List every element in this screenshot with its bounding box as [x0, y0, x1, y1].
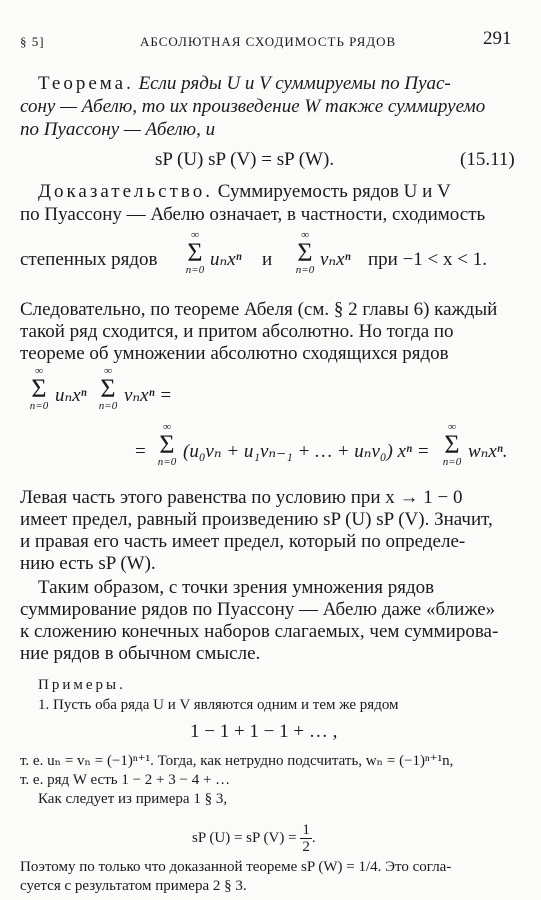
body3-line-4: ние рядов в обычном смысле.: [20, 643, 261, 664]
theorem-label: Теорема.: [38, 73, 134, 94]
proof-line-2: по Пуассону — Абелю означает, в частности, сходимость: [20, 204, 486, 225]
final-line-2: суется с результатом примера 2 § 3.: [20, 878, 247, 894]
body3-line-3: к сложению конечных наборов слагаемых, чем суммирова-: [20, 621, 499, 642]
body3-line-2: суммирование рядов по Пуассону — Абелю даже «ближе»: [20, 599, 496, 620]
body1-line-1: Следовательно, по теореме Абеля (см. § 2 главы 6) каждый: [20, 299, 498, 320]
final-line-1: Поэтому по только что доказанной теореме sP (W) = 1/4. Это согла-: [20, 859, 452, 875]
sum-symbol: ∞ Σ n=0: [29, 365, 49, 412]
section-ref: § 5]: [20, 34, 45, 49]
example-1-line: 1. Пусть оба ряда U и V являются одним и тем же рядом: [38, 697, 399, 713]
equation-number: (15.11): [460, 149, 515, 170]
body2-line-1: Левая часть этого равенства по условию при x → 1 − 0: [20, 487, 463, 508]
body2-line-2: имеет предел, равный произведению sP (U) sP (V). Значит,: [20, 509, 493, 530]
proof-line-3-start: степенных рядов: [20, 249, 158, 270]
formula-lhs: sP (U) = sP (V) =: [192, 829, 297, 846]
condition: при −1 < x < 1.: [368, 249, 487, 270]
sum-symbol: ∞ Σ n=0: [98, 365, 118, 412]
body2-line-4: нию есть sP (W).: [20, 553, 156, 574]
fraction-one-half: $\frac{1}{2}$: [302, 822, 310, 855]
examples-heading: Примеры.: [38, 677, 126, 693]
theorem-line-3: по Пуассону — Абелю, и: [20, 119, 216, 140]
page-number: 291: [483, 28, 512, 49]
proof-label: Доказательство.: [38, 181, 213, 202]
body3-line-1: Таким образом, с точки зрения умножения рядов: [38, 577, 435, 598]
example-series: 1 − 1 + 1 − 1 + … ,: [190, 721, 338, 742]
series-u: uₙxⁿ: [210, 249, 242, 270]
row2-equals: =: [135, 441, 146, 462]
running-title: АБСОЛЮТНАЯ СХОДИМОСТЬ РЯДОВ: [140, 34, 397, 49]
sum-symbol: ∞ Σ n=0: [295, 229, 315, 276]
theorem-text-1: Если ряды U и V суммируемы по Пуас-: [138, 73, 451, 94]
body1-line-2: такой ряд сходится, и притом абсолютно. Но тогда по: [20, 321, 454, 342]
row2-cauchy-product: (u₀vₙ + u₁vₙ₋₁ + … + uₙv₀) xⁿ =: [183, 441, 430, 462]
row1-u: uₙxⁿ: [55, 385, 87, 406]
body2-line-3: и правая его часть имеет предел, который по определе-: [20, 531, 466, 552]
example-line-b: т. е. ряд W есть 1 − 2 + 3 − 4 + …: [20, 772, 231, 788]
sum-symbol: ∞ Σ n=0: [157, 421, 177, 468]
theorem-line-2: сону — Абелю, то их произведение W также суммируемо: [20, 96, 486, 117]
sum-symbol: ∞ Σ n=0: [185, 229, 205, 276]
example-line-a: т. е. uₙ = vₙ = (−1)ⁿ⁺¹. Тогда, как нетрудно подсчитать, wₙ = (−1)ⁿ⁺¹n,: [20, 753, 454, 769]
row1-v: vₙxⁿ =: [124, 385, 173, 406]
proof-text-1: Суммируемость рядов U и V: [217, 181, 451, 202]
row2-w: wₙxⁿ.: [468, 441, 508, 462]
series-v: vₙxⁿ: [320, 249, 351, 270]
example-formula: sP (U) = sP (V) = $\frac{1}{2}$ .: [192, 822, 316, 855]
body1-line-3: теореме об умножении абсолютно сходящихся рядов: [20, 343, 449, 364]
sum-symbol: ∞ Σ n=0: [442, 421, 462, 468]
example-line-c: Как следует из примера 1 § 3,: [38, 791, 228, 807]
proof-line-1: [38, 180, 451, 203]
theorem-formula: sP (U) sP (V) = sP (W).: [155, 149, 335, 170]
conj-and: и: [262, 249, 273, 270]
theorem-line-1: [38, 72, 451, 95]
